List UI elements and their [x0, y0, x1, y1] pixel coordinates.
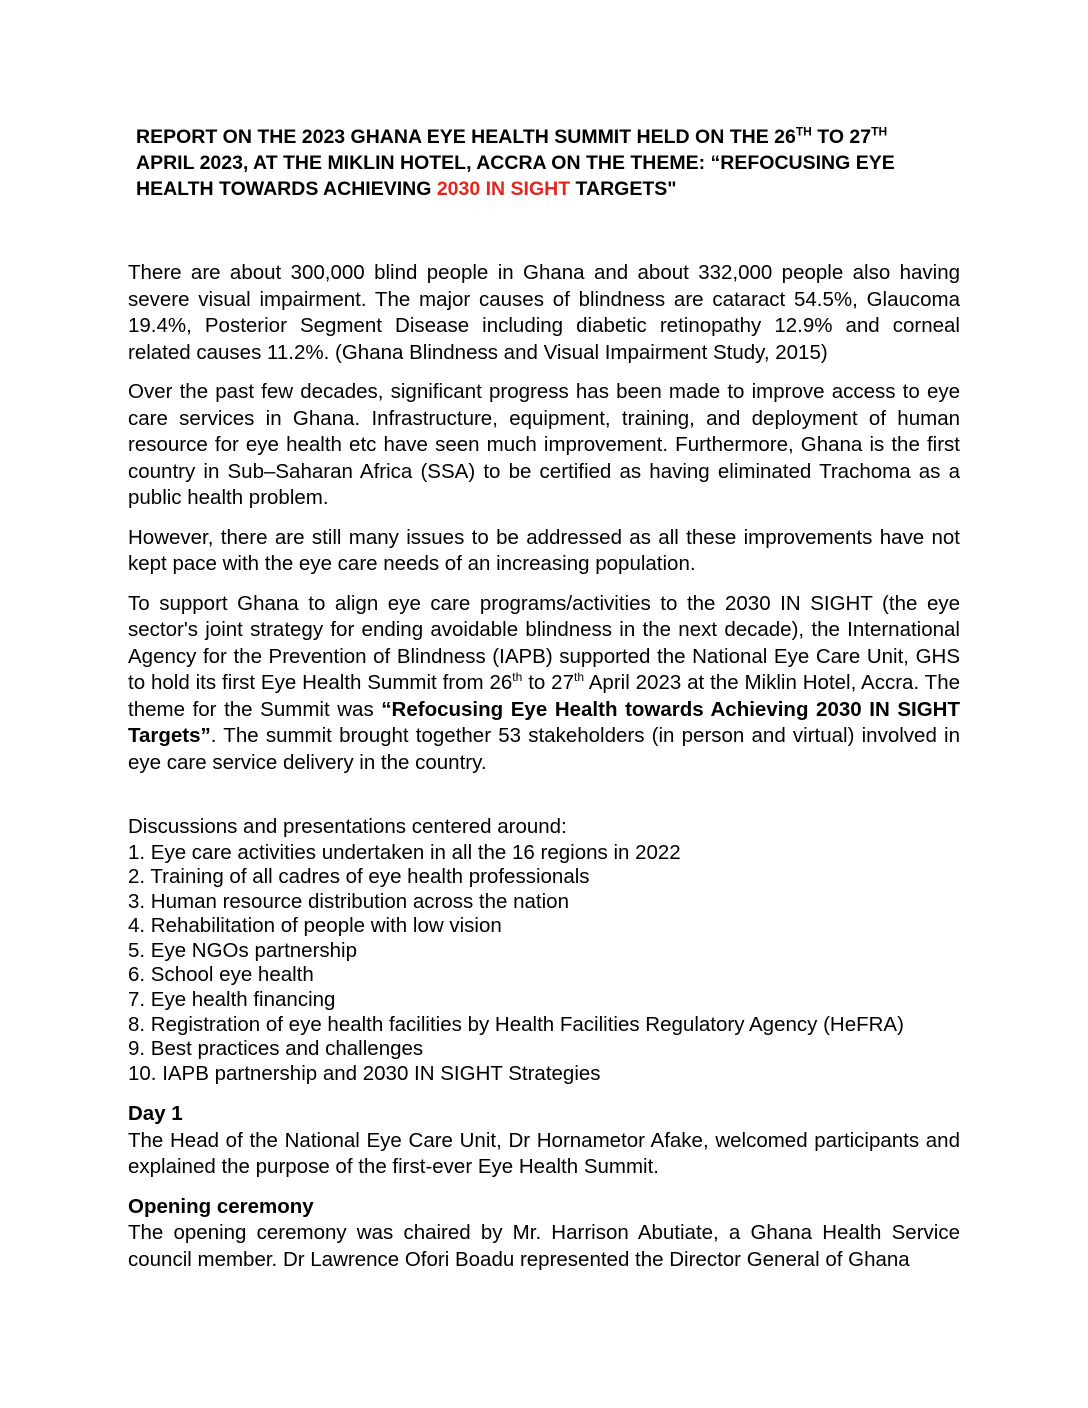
list-item: 4. Rehabilitation of people with low vision [128, 914, 502, 938]
title-superscript-2: TH [871, 124, 888, 139]
list-item: 3. Human resource distribution across the nation [128, 889, 569, 913]
paragraph-summit-text-c: April 2023 at the Miklin Hotel, Accra. The theme for the Summit was [128, 671, 960, 721]
list-item: 10. IAPB partnership and 2030 IN SIGHT Strategies [128, 1061, 601, 1085]
title-part-4: TARGETS" [570, 178, 677, 200]
list-item: 6. School eye health [128, 963, 314, 987]
discussion-topics-list [128, 841, 960, 1087]
title-highlight: 2030 IN SIGHT [436, 178, 571, 200]
paragraph-summit-text-d: . The summit brought together 53 stakeholders (in person and virtual) involved in eye care service delivery in the country. [128, 724, 960, 774]
opening-ceremony-text: The opening ceremony was chaired by Mr. Harrison Abutiate, a Ghana Health Service council member. Dr Lawrence Ofori Boadu represented the Director General of Ghana [128, 1221, 960, 1271]
document-page [128, 124, 960, 1273]
report-title [136, 124, 948, 202]
paragraph-summit-text-a: To support Ghana to align eye care programs/activities to the 2030 IN SIGHT (the eye sector's joint strategy for ending avoidable blindness in the next decade), the International Agency for the Prevention of Blindness (IAPB) supported the National Eye Care Unit, GHS to hold its first Eye Health Summit from 26 [128, 591, 960, 694]
list-item: 9. Best practices and challenges [128, 1037, 424, 1061]
day1-heading: Day 1 [128, 1102, 183, 1126]
report-body [128, 260, 960, 1273]
title-part-2: TO 27 [811, 126, 872, 148]
paragraph-summit-support [128, 591, 960, 777]
title-part-3: APRIL 2023, AT THE MIKLIN HOTEL, ACCRA ON THE THEME: “REFOCUSING EYE HEALTH TOWARDS ACHIEVING [136, 152, 895, 200]
list-item: 1. Eye care activities undertaken in all the 16 regions in 2022 [128, 840, 681, 864]
paragraph-progress: Over the past few decades, significant progress has been made to improve access to eye care services in Ghana. Infrastructure, equipment, training, and deployment of human resource for eye health etc have seen much improvement. Furthermore, Ghana is the first country in Sub–Saharan Africa (SSA) to be certified as having eliminated Trachoma as a public health problem. [128, 380, 960, 509]
opening-ceremony-heading: Opening ceremony [128, 1194, 314, 1218]
list-item: 8. Registration of eye health facilities by Health Facilities Regulatory Agency (HeFRA) [128, 1012, 904, 1036]
list-item: 5. Eye NGOs partnership [128, 938, 358, 962]
list-item: 7. Eye health financing [128, 988, 336, 1012]
paragraph-summit-text-b: to 27 [522, 671, 574, 694]
paragraph-blindness-statistics: There are about 300,000 blind people in Ghana and about 332,000 people also having severe visual impairment. The major causes of blindness are cataract 54.5%, Glaucoma 19.4%, Posterior Segment Disease including diabetic retinopathy 12.9% and corneal related causes 11.2%. (Ghana Blindness and Visual Impairment Study, 2015) [128, 261, 960, 364]
discussion-intro: Discussions and presentations centered around: [128, 815, 567, 838]
summit-theme: “Refocusing Eye Health towards Achieving 2030 IN SIGHT Targets” [128, 697, 960, 747]
paragraph-summit-superscript-b: th [573, 670, 584, 685]
paragraph-summit-superscript-a: th [512, 670, 523, 685]
title-superscript-1: TH [795, 124, 812, 139]
day1-text: The Head of the National Eye Care Unit, Dr Hornametor Afake, welcomed participants and explained the purpose of the first-ever Eye Health Summit. [128, 1128, 960, 1179]
list-item: 2. Training of all cadres of eye health professionals [128, 865, 590, 889]
title-part-1: REPORT ON THE 2023 GHANA EYE HEALTH SUMMIT HELD ON THE 26 [136, 126, 796, 148]
paragraph-issues: However, there are still many issues to be addressed as all these improvements have not kept pace with the eye care needs of an increasing population. [128, 525, 960, 575]
